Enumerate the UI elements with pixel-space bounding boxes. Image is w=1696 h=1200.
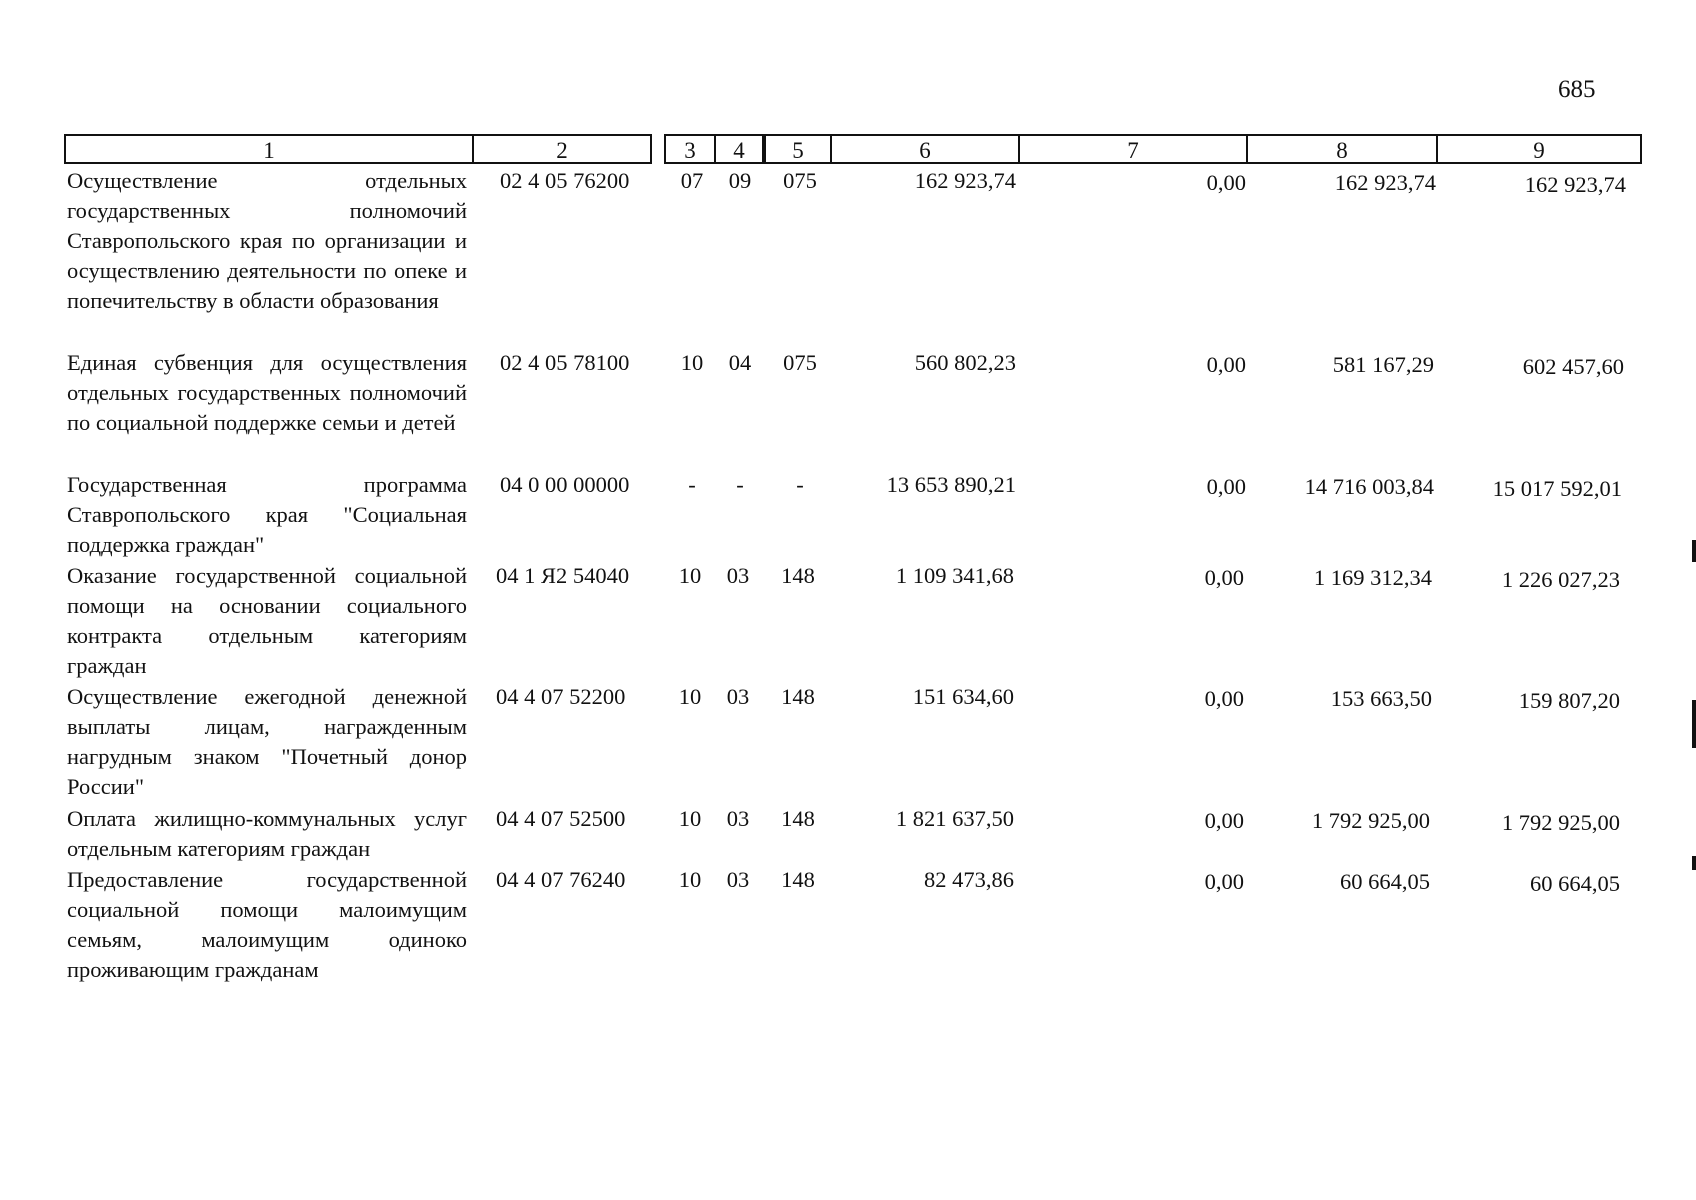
row-col-8: 1 792 925,00 [1311,808,1430,833]
row-col-5: 075 [783,350,817,375]
row-code: 04 0 00 00000 [500,472,630,497]
row-col-9: 602 457,60 [1522,354,1624,379]
header-col-3: 3 [664,134,716,164]
row-code: 04 4 07 76240 [496,867,626,892]
row-col-6: 1 109 341,68 [895,563,1014,588]
row-col-6: 82 473,86 [924,867,1014,892]
row-col-8: 60 664,05 [1340,869,1430,894]
row-col-9: 159 807,20 [1518,688,1620,713]
row-code: 04 4 07 52200 [496,684,626,709]
table-header [64,134,1642,166]
row-col-5: 148 [781,684,815,709]
row-col-9: 60 664,05 [1530,871,1620,896]
header-col-1: 1 [64,134,474,164]
row-col-3: 07 [680,168,704,193]
row-col-6: 162 923,74 [914,168,1016,193]
row-col-8: 14 716 003,84 [1304,474,1434,499]
row-col-9: 1 792 925,00 [1501,810,1620,835]
row-name: Государственная программа Ставропольского края "Социальная поддержка граждан" [67,472,467,557]
row-col-6: 13 653 890,21 [886,472,1016,497]
header-col-8: 8 [1246,134,1438,164]
row-code: 04 1 Я2 54040 [496,563,630,588]
row-col-9: 162 923,74 [1524,172,1626,197]
row-col-6: 560 802,23 [914,350,1016,375]
row-code: 02 4 05 76200 [500,168,630,193]
scan-edge-mark [1692,540,1696,562]
row-col-6: 1 821 637,50 [895,806,1014,831]
page-number: 685 [1558,76,1596,103]
header-col-4: 4 [714,134,764,164]
row-col-4: 03 [726,684,750,709]
row-code: 04 4 07 52500 [496,806,626,831]
row-col-4: 04 [728,350,752,375]
row-col-3: 10 [678,563,702,588]
row-col-7: 0,00 [1204,869,1244,894]
header-col-9: 9 [1436,134,1642,164]
header-col-5: 5 [764,134,832,164]
row-col-6: 151 634,60 [912,684,1014,709]
row-col-3: 10 [678,806,702,831]
row-col-5: 148 [781,563,815,588]
row-col-4: - [736,472,744,497]
row-col-5: 075 [783,168,817,193]
row-col-8: 581 167,29 [1332,352,1434,377]
row-name: Оплата жилищно-коммунальных услуг отдельным категориям граждан [67,806,467,861]
row-name: Единая субвенция для осуществления отдельных государственных полномочий по социальной поддержке семьи и детей [67,350,467,435]
row-col-3: 10 [678,867,702,892]
row-col-9: 15 017 592,01 [1492,476,1622,501]
row-col-8: 1 169 312,34 [1313,565,1432,590]
row-col-3: 10 [680,350,704,375]
row-col-4: 03 [726,806,750,831]
row-col-9: 1 226 027,23 [1501,567,1620,592]
row-code: 02 4 05 78100 [500,350,630,375]
row-col-7: 0,00 [1204,686,1244,711]
row-name: Предоставление государственной социальной помощи малоимущим семьям, малоимущим одиноко проживающим гражданам [67,867,467,982]
row-col-7: 0,00 [1204,565,1244,590]
scan-edge-mark [1692,856,1696,870]
row-col-3: 10 [678,684,702,709]
header-col-7: 7 [1018,134,1248,164]
header-col-6: 6 [830,134,1020,164]
header-col-2: 2 [472,134,652,164]
row-col-8: 153 663,50 [1330,686,1432,711]
scan-edge-mark [1692,700,1696,748]
row-col-7: 0,00 [1204,808,1244,833]
row-col-4: 09 [728,168,752,193]
row-col-7: 0,00 [1206,170,1246,195]
row-name: Осуществление отдельных государственных полномочий Ставропольского края по организации и осуществлению деятельности по опеке и попечительству в области образования [67,168,467,313]
row-col-5: - [796,472,804,497]
row-col-4: 03 [726,563,750,588]
row-name: Осуществление ежегодной денежной выплаты лицам, награжденным нагрудным знаком "Почетный донор России" [67,684,467,799]
row-col-3: - [688,472,696,497]
row-col-7: 0,00 [1206,352,1246,377]
row-col-7: 0,00 [1206,474,1246,499]
row-col-5: 148 [781,867,815,892]
row-col-5: 148 [781,806,815,831]
row-name: Оказание государственной социальной помощи на основании социального контракта отдельным категориям граждан [67,563,467,678]
row-col-4: 03 [726,867,750,892]
row-col-8: 162 923,74 [1334,170,1436,195]
